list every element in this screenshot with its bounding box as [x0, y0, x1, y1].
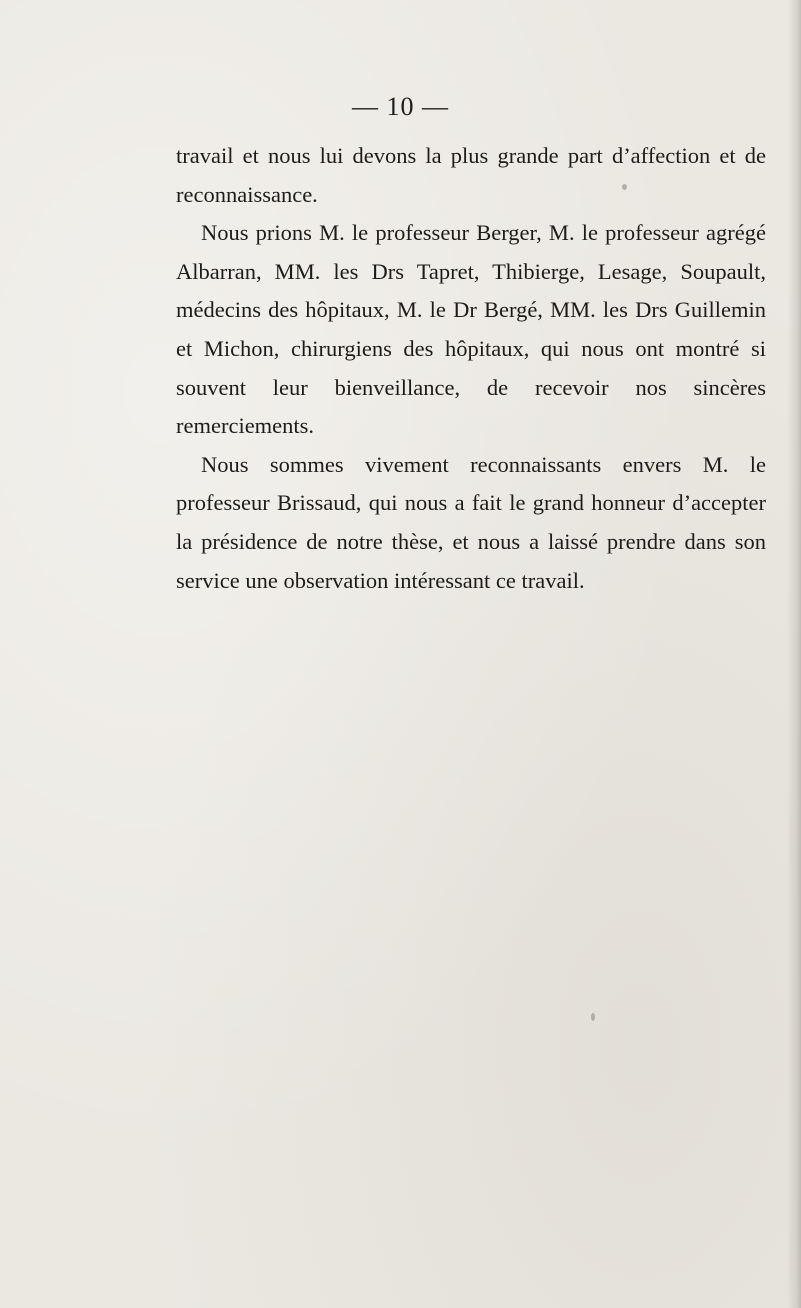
- paper-speck: [591, 1013, 595, 1021]
- page-edge-shadow: [787, 0, 801, 1308]
- page-number: — 10 —: [352, 92, 449, 121]
- paragraph-2: Nous prions M. le professeur Berger, M. le professeur agrégé Albarran, MM. les Drs Tapret, Thibierge, Lesage, Soupault, médecins des hôpitaux, M. le Dr Bergé, MM. les Drs Guillemin et Michon, chirurgiens des hôpitaux, qui nous ont montré si souvent leur bienveillance, de recevoir nos sincères remerciements.: [176, 220, 766, 439]
- paragraph-3: Nous sommes vivement reconnaissants envers M. le professeur Brissaud, qui nous a fait le grand honneur d’accepter la présidence de notre thèse, et nous a laissé prendre dans son service une observation intéressant ce travail.: [176, 451, 766, 593]
- paper-speck: [622, 184, 627, 190]
- body-text: [176, 137, 766, 600]
- paragraph-1: travail et nous lui devons la plus grande part d’affection et de reconnaissance.: [176, 143, 766, 207]
